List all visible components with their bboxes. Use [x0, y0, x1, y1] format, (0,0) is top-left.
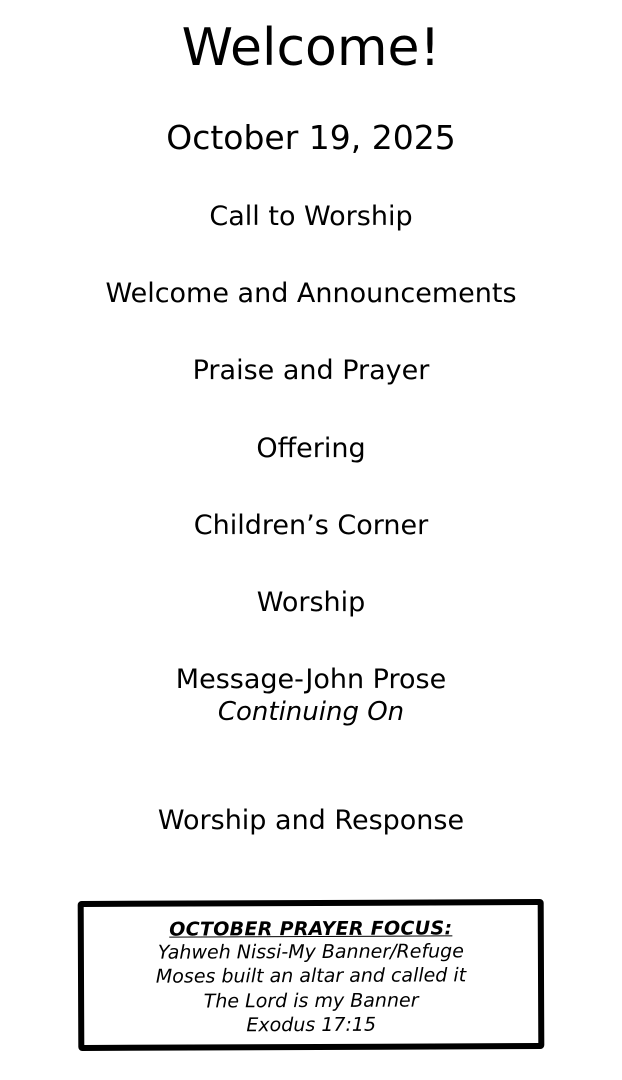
order-item-label: Message-John Prose	[175, 664, 447, 696]
order-item-label: Offering	[256, 432, 366, 464]
prayer-focus-reference: Exodus 17:15	[246, 1013, 377, 1037]
order-item-label: Welcome and Announcements	[105, 278, 517, 310]
list-item	[0, 618, 622, 758]
prayer-focus-heading-suffix: :	[444, 917, 453, 940]
prayer-focus-heading	[96, 915, 526, 941]
list-item	[0, 232, 622, 309]
prayer-focus-line: Yahweh Nissi-My Banner/Refuge	[157, 940, 464, 964]
list-item	[0, 309, 622, 386]
list-item	[0, 759, 622, 836]
list-item	[0, 541, 622, 618]
prayer-focus-box	[78, 899, 545, 1051]
service-date: October 19, 2025	[166, 118, 456, 157]
order-item-label: Call to Worship	[209, 201, 413, 232]
prayer-focus-line: The Lord is my Banner	[203, 989, 419, 1013]
list-item	[0, 154, 622, 232]
order-item-subtitle: Continuing On	[217, 696, 405, 727]
order-item-label: Praise and Prayer	[192, 355, 430, 387]
order-item-label: Worship	[256, 587, 366, 619]
order-item-label: Children’s Corner	[193, 509, 429, 541]
order-of-service-list	[0, 154, 622, 836]
prayer-focus-line: Moses built an altar and called it	[155, 964, 467, 988]
prayer-focus-heading-text: OCTOBER PRAYER FOCUS	[169, 917, 445, 941]
list-item	[0, 387, 622, 464]
page-title: Welcome!	[181, 18, 441, 78]
order-item-label: Worship and Response	[157, 804, 465, 836]
list-item	[0, 464, 622, 541]
